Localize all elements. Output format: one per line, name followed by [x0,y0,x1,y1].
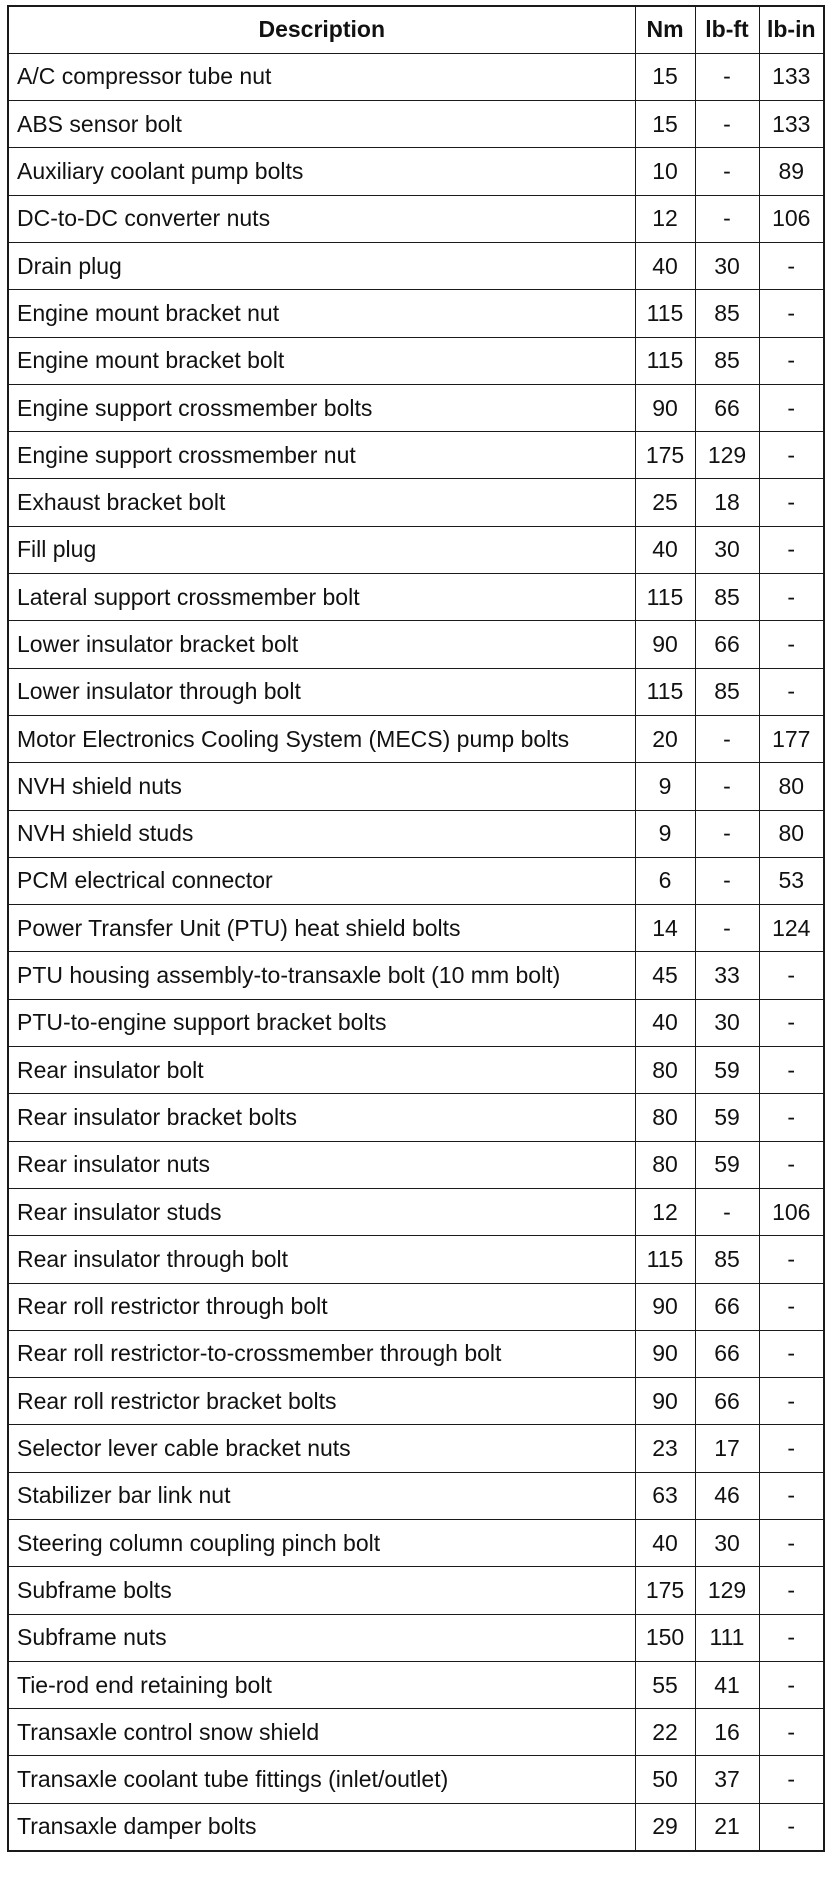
cell-lbft: - [695,905,759,952]
table-row [8,1047,824,1094]
cell-nm: 90 [635,1378,695,1425]
cell-lbin: - [759,1709,824,1756]
cell-lbft: 59 [695,1047,759,1094]
cell-lbin: - [759,526,824,573]
cell-lbft: - [695,195,759,242]
column-header-lbft: lb-ft [695,6,759,53]
cell-lbft: 41 [695,1661,759,1708]
cell-lbft: 16 [695,1709,759,1756]
cell-lbin: 124 [759,905,824,952]
cell-description: Rear roll restrictor through bolt [8,1283,635,1330]
table-row [8,1283,824,1330]
cell-description: Transaxle coolant tube fittings (inlet/outlet) [8,1756,635,1803]
table-row [8,1709,824,1756]
table-row [8,1188,824,1235]
cell-lbin: - [759,1094,824,1141]
cell-lbft: 129 [695,432,759,479]
cell-lbft: - [695,857,759,904]
cell-description: DC-to-DC converter nuts [8,195,635,242]
cell-lbft: - [695,763,759,810]
cell-lbin: 106 [759,195,824,242]
table-row [8,384,824,431]
cell-description: Engine mount bracket bolt [8,337,635,384]
cell-lbin: - [759,1283,824,1330]
cell-description: Rear insulator studs [8,1188,635,1235]
table-row [8,1661,824,1708]
cell-description: Power Transfer Unit (PTU) heat shield bolts [8,905,635,952]
table-row [8,999,824,1046]
cell-nm: 80 [635,1094,695,1141]
cell-nm: 115 [635,290,695,337]
cell-nm: 9 [635,810,695,857]
table-row [8,621,824,668]
cell-lbin: - [759,621,824,668]
table-row [8,574,824,621]
table-row [8,432,824,479]
cell-nm: 150 [635,1614,695,1661]
cell-nm: 115 [635,1236,695,1283]
cell-description: Fill plug [8,526,635,573]
cell-lbin: - [759,1614,824,1661]
cell-lbin: - [759,999,824,1046]
table-row [8,290,824,337]
cell-lbin: - [759,1425,824,1472]
cell-lbft: - [695,148,759,195]
cell-nm: 50 [635,1756,695,1803]
cell-description: Engine mount bracket nut [8,290,635,337]
cell-description: Rear roll restrictor bracket bolts [8,1378,635,1425]
cell-description: Rear insulator bracket bolts [8,1094,635,1141]
cell-nm: 45 [635,952,695,999]
cell-nm: 15 [635,101,695,148]
cell-nm: 90 [635,1283,695,1330]
cell-nm: 20 [635,715,695,762]
cell-lbin: - [759,1047,824,1094]
cell-lbft: 111 [695,1614,759,1661]
cell-description: Engine support crossmember bolts [8,384,635,431]
table-row [8,1236,824,1283]
cell-lbft: 66 [695,1378,759,1425]
cell-lbin: - [759,1472,824,1519]
cell-lbin: - [759,1141,824,1188]
cell-nm: 40 [635,526,695,573]
cell-lbft: 85 [695,337,759,384]
table-row [8,1330,824,1377]
cell-description: Exhaust bracket bolt [8,479,635,526]
cell-nm: 10 [635,148,695,195]
cell-lbin: 106 [759,1188,824,1235]
cell-nm: 115 [635,668,695,715]
cell-nm: 80 [635,1141,695,1188]
cell-lbft: 46 [695,1472,759,1519]
cell-description: NVH shield nuts [8,763,635,810]
table-row [8,1472,824,1519]
cell-nm: 55 [635,1661,695,1708]
cell-description: Steering column coupling pinch bolt [8,1520,635,1567]
column-header-nm: Nm [635,6,695,53]
table-row [8,526,824,573]
cell-lbft: 66 [695,384,759,431]
cell-lbft: - [695,1188,759,1235]
cell-lbin: - [759,1756,824,1803]
torque-spec-table [7,5,825,1852]
cell-lbft: 17 [695,1425,759,1472]
cell-description: Transaxle control snow shield [8,1709,635,1756]
table-row [8,1614,824,1661]
cell-description: Lateral support crossmember bolt [8,574,635,621]
cell-nm: 22 [635,1709,695,1756]
cell-lbin: 53 [759,857,824,904]
cell-lbin: - [759,1378,824,1425]
cell-lbft: 66 [695,1283,759,1330]
cell-lbft: 18 [695,479,759,526]
cell-description: Rear insulator nuts [8,1141,635,1188]
table-row [8,479,824,526]
cell-nm: 63 [635,1472,695,1519]
cell-lbft: 85 [695,668,759,715]
cell-nm: 6 [635,857,695,904]
cell-lbin: - [759,432,824,479]
table-row [8,1094,824,1141]
cell-description: Drain plug [8,242,635,289]
cell-nm: 14 [635,905,695,952]
cell-description: Tie-rod end retaining bolt [8,1661,635,1708]
cell-lbin: - [759,1661,824,1708]
cell-lbin: - [759,290,824,337]
table-row [8,1520,824,1567]
cell-lbin: - [759,1236,824,1283]
cell-lbft: 30 [695,526,759,573]
table-row [8,1756,824,1803]
table-header-row [8,6,824,53]
cell-lbin: - [759,1330,824,1377]
cell-lbin: - [759,384,824,431]
cell-lbin: - [759,1567,824,1614]
cell-description: NVH shield studs [8,810,635,857]
cell-lbft: 30 [695,1520,759,1567]
cell-lbft: 59 [695,1141,759,1188]
cell-lbft: 21 [695,1803,759,1850]
table-row [8,905,824,952]
cell-lbin: - [759,668,824,715]
table-row [8,715,824,762]
cell-lbin: - [759,1520,824,1567]
cell-lbin: 80 [759,763,824,810]
cell-lbin: - [759,574,824,621]
table-body [8,53,824,1850]
table-row [8,1141,824,1188]
cell-description: Rear insulator through bolt [8,1236,635,1283]
table-row [8,195,824,242]
cell-lbin: - [759,337,824,384]
cell-description: Rear insulator bolt [8,1047,635,1094]
table-row [8,952,824,999]
table-row [8,668,824,715]
cell-nm: 115 [635,574,695,621]
cell-lbft: - [695,810,759,857]
cell-lbin: 133 [759,53,824,100]
table-row [8,810,824,857]
cell-nm: 9 [635,763,695,810]
table-row [8,101,824,148]
cell-description: Stabilizer bar link nut [8,1472,635,1519]
cell-lbin: - [759,952,824,999]
cell-nm: 15 [635,53,695,100]
cell-description: Lower insulator bracket bolt [8,621,635,668]
cell-nm: 25 [635,479,695,526]
cell-lbft: - [695,101,759,148]
cell-description: A/C compressor tube nut [8,53,635,100]
table-row [8,1567,824,1614]
cell-lbft: 33 [695,952,759,999]
cell-lbft: - [695,53,759,100]
cell-lbin: - [759,1803,824,1850]
cell-lbft: 66 [695,621,759,668]
cell-description: PTU housing assembly-to-transaxle bolt (10 mm bolt) [8,952,635,999]
cell-description: Subframe bolts [8,1567,635,1614]
table-row [8,1803,824,1850]
cell-description: Subframe nuts [8,1614,635,1661]
cell-description: ABS sensor bolt [8,101,635,148]
cell-nm: 115 [635,337,695,384]
table-row [8,1425,824,1472]
cell-lbft: 85 [695,290,759,337]
cell-description: Selector lever cable bracket nuts [8,1425,635,1472]
table-row [8,857,824,904]
cell-description: Motor Electronics Cooling System (MECS) pump bolts [8,715,635,762]
table-row [8,1378,824,1425]
cell-lbft: 85 [695,1236,759,1283]
cell-nm: 40 [635,1520,695,1567]
cell-description: Auxiliary coolant pump bolts [8,148,635,195]
cell-nm: 90 [635,384,695,431]
column-header-description: Description [8,6,635,53]
cell-nm: 175 [635,432,695,479]
cell-nm: 12 [635,195,695,242]
cell-nm: 175 [635,1567,695,1614]
cell-lbin: - [759,242,824,289]
cell-nm: 90 [635,621,695,668]
cell-nm: 40 [635,999,695,1046]
cell-description: Engine support crossmember nut [8,432,635,479]
cell-lbft: 59 [695,1094,759,1141]
cell-nm: 80 [635,1047,695,1094]
table-row [8,242,824,289]
cell-description: PCM electrical connector [8,857,635,904]
table-row [8,53,824,100]
cell-nm: 29 [635,1803,695,1850]
cell-lbin: 89 [759,148,824,195]
cell-nm: 40 [635,242,695,289]
cell-lbft: 66 [695,1330,759,1377]
cell-lbft: 129 [695,1567,759,1614]
cell-description: Transaxle damper bolts [8,1803,635,1850]
cell-lbft: 30 [695,242,759,289]
cell-lbin: 80 [759,810,824,857]
cell-lbin: - [759,479,824,526]
cell-lbin: 133 [759,101,824,148]
cell-lbft: 37 [695,1756,759,1803]
cell-lbft: 30 [695,999,759,1046]
column-header-lbin: lb-in [759,6,824,53]
table-row [8,337,824,384]
cell-description: Lower insulator through bolt [8,668,635,715]
table-row [8,763,824,810]
cell-lbft: 85 [695,574,759,621]
cell-lbft: - [695,715,759,762]
cell-lbin: 177 [759,715,824,762]
cell-description: PTU-to-engine support bracket bolts [8,999,635,1046]
table-row [8,148,824,195]
cell-nm: 90 [635,1330,695,1377]
cell-nm: 12 [635,1188,695,1235]
cell-nm: 23 [635,1425,695,1472]
cell-description: Rear roll restrictor-to-crossmember through bolt [8,1330,635,1377]
